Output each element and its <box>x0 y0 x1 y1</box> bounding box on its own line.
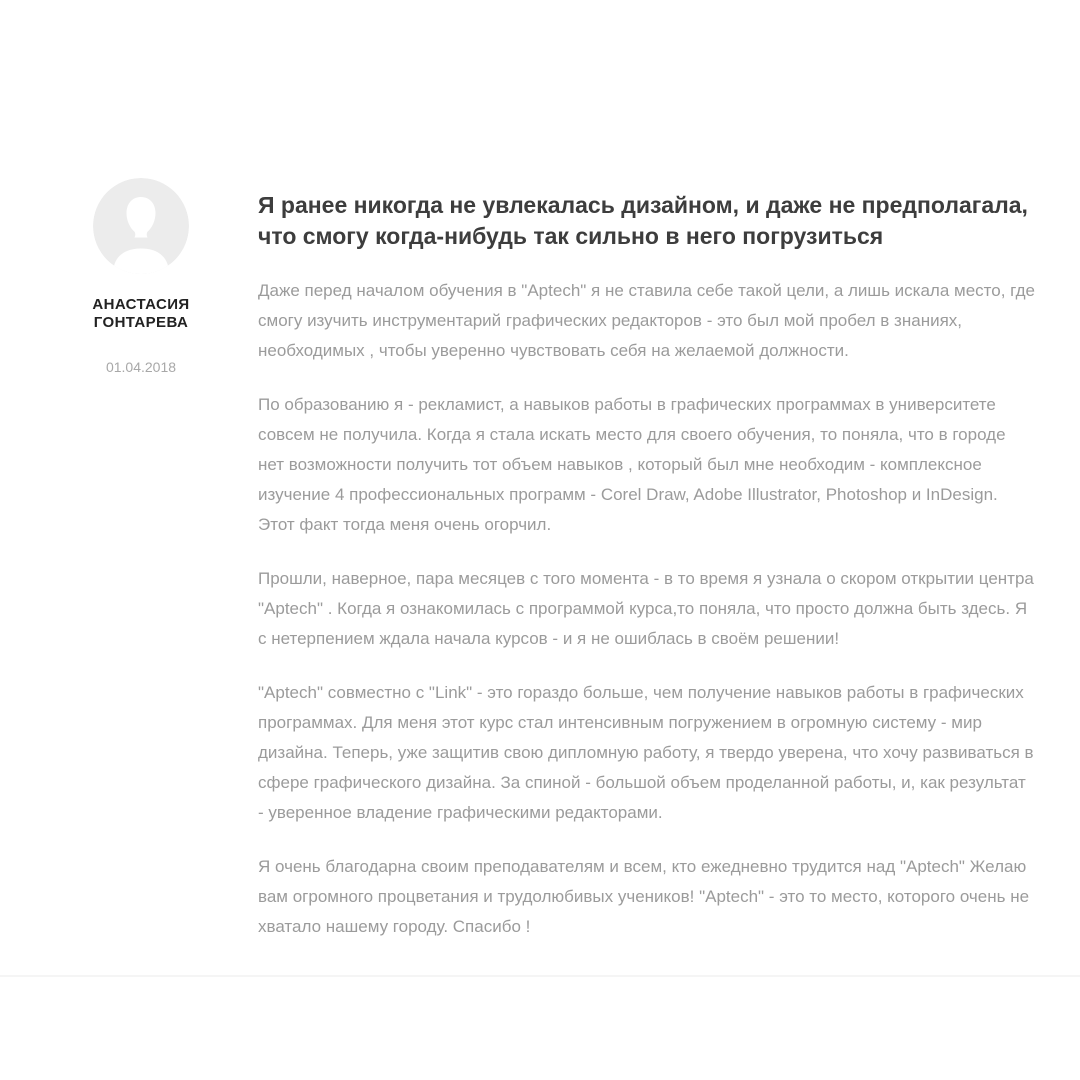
avatar <box>93 178 189 274</box>
review-body <box>258 276 1035 942</box>
review-paragraph: "Aptech" совместно с "Link" - это гораздо больше, чем получение навыков работы в графических программах. Для меня этот курс стал интенсивным погружением в огромную систему - мир дизайна. Теперь, уже защитив свою дипломную работу, я твердо уверена, что хочу развиваться в сфере графического дизайна. За спиной - большой объем проделанной работы, и, как результат - уверенное владение графическими редакторами. <box>258 683 1034 822</box>
person-icon <box>93 178 189 274</box>
author-name: АНАСТАСИЯ ГОНТАРЕВА <box>92 296 190 331</box>
review-paragraph: Прошли, наверное, пара месяцев с того момента - в то время я узнала о скором открытии центра "Aptech" . Когда я ознакомилась с программой курса,то поняла, что просто должна быть здесь. Я с нетерпением ждала начала курсов - и я не ошиблась в своём решении! <box>258 569 1034 648</box>
testimonial-card <box>45 178 1035 942</box>
review-title: Я ранее никогда не увлекалась дизайном, и даже не предполагала, что смогу когда-нибудь так сильно в него погрузиться <box>258 192 1028 249</box>
section-divider <box>0 975 1080 977</box>
review-paragraph: Даже перед началом обучения в "Aptech" я не ставила себе такой цели, а лишь искала место, где смогу изучить инструментарий графических редакторов - это был мой пробел в знаниях, необходимых , чтобы уверенно чувствовать себя на желаемой должности. <box>258 281 1035 360</box>
author-column <box>45 178 237 375</box>
review-paragraph: Я очень благодарна своим преподавателям и всем, кто ежедневно трудится над "Aptech" Желаю вам огромного процветания и трудолюбивых учеников! "Aptech" - это то место, которого очень не хватало нашему городу. Спасибо ! <box>258 857 1030 936</box>
review-content <box>258 178 1035 942</box>
review-paragraph: По образованию я - рекламист, а навыков работы в графических программах в университете совсем не получила. Когда я стала искать место для своего обучения, то поняла, что в городе нет возможности получить тот объем навыков , который был мне необходим - комплексное изучение 4 профессиональных программ - Corel Draw, Adobe Illustrator, Photoshop и InDesign. Этот факт тогда меня очень огорчил. <box>258 395 1006 534</box>
review-date: 01.04.2018 <box>105 359 177 375</box>
